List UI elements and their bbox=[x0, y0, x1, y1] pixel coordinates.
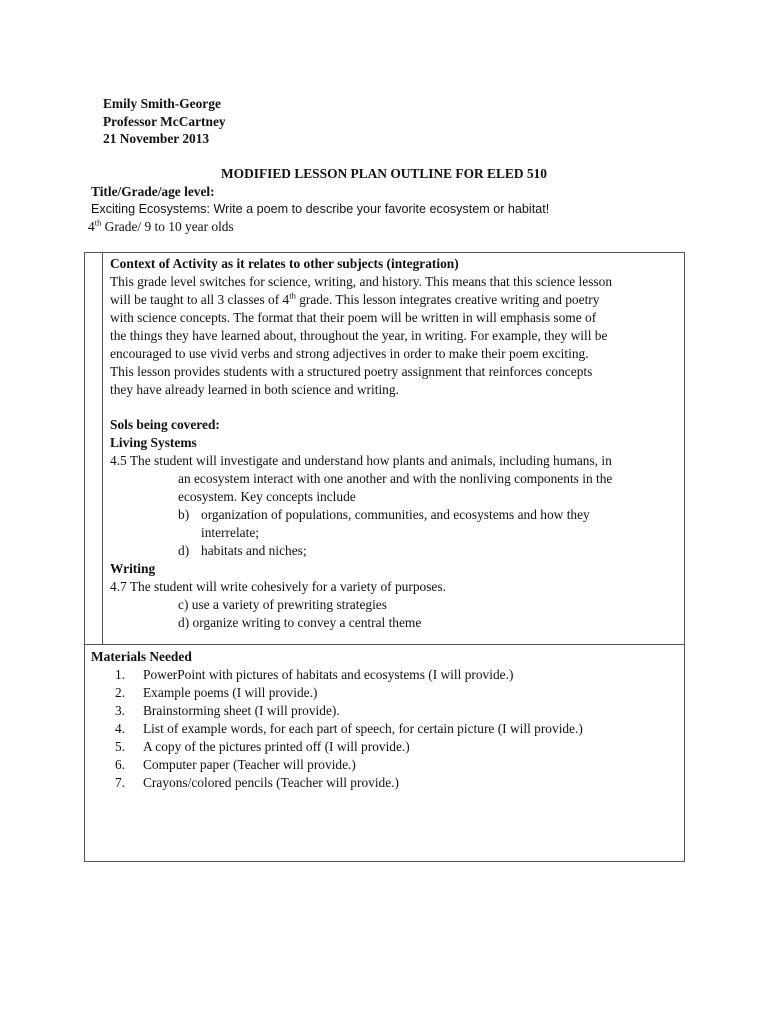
list-number: 4. bbox=[115, 721, 126, 736]
sol-45-item-b bbox=[110, 506, 680, 524]
sol-47-line: 4.7 The student will write cohesively for a variety of purposes. bbox=[110, 579, 446, 594]
list-item bbox=[91, 774, 681, 792]
context-line: with science concepts. The format that their poem will be written in will emphasis some of bbox=[110, 310, 597, 325]
table-column-divider bbox=[102, 253, 103, 644]
materials-heading: Materials Needed bbox=[91, 649, 192, 664]
list-item bbox=[91, 702, 681, 720]
list-number: 5. bbox=[115, 739, 126, 754]
sol-45-item-b-continued bbox=[110, 524, 680, 542]
list-marker: d) bbox=[178, 543, 190, 558]
list-number: 7. bbox=[115, 775, 126, 790]
list-item-text: Brainstorming sheet (I will provide). bbox=[143, 703, 340, 718]
context-line: the things they have learned about, throughout the year, in writing. For example, they will be bbox=[110, 328, 608, 343]
list-number: 1. bbox=[115, 667, 126, 682]
list-item-text: Computer paper (Teacher will provide.) bbox=[143, 757, 356, 772]
professor-name: Professor McCartney bbox=[103, 113, 226, 129]
list-item-text: Crayons/colored pencils (Teacher will provide.) bbox=[143, 775, 399, 790]
writing-heading: Writing bbox=[110, 561, 156, 576]
list-item-text: interrelate; bbox=[201, 525, 259, 540]
context-line: This grade level switches for science, writing, and history. This means that this science lesson bbox=[110, 274, 613, 289]
list-item-text: Example poems (I will provide.) bbox=[143, 685, 318, 700]
list-item bbox=[91, 666, 681, 684]
list-item-text: A copy of the pictures printed off (I will provide.) bbox=[143, 739, 410, 754]
document-title: MODIFIED LESSON PLAN OUTLINE FOR ELED 510 bbox=[221, 166, 547, 181]
sol-45-line: 4.5 The student will investigate and understand how plants and animals, including humans, in bbox=[110, 453, 612, 468]
sol-47-item-c: c) use a variety of prewriting strategies bbox=[178, 597, 387, 612]
list-number: 3. bbox=[115, 703, 126, 718]
list-marker: b) bbox=[178, 507, 190, 522]
context-sols-box bbox=[84, 252, 685, 645]
list-item bbox=[91, 738, 681, 756]
living-systems-heading: Living Systems bbox=[110, 435, 197, 450]
title-grade-age-label: Title/Grade/age level: bbox=[91, 184, 215, 199]
list-number: 6. bbox=[115, 757, 126, 772]
document-header bbox=[103, 95, 226, 148]
context-text: grade. This lesson integrates creative writing and poetry bbox=[295, 292, 600, 307]
lesson-title: Exciting Ecosystems: Write a poem to describe your favorite ecosystem or habitat! bbox=[91, 202, 550, 216]
author-name: Emily Smith-George bbox=[103, 96, 221, 111]
list-item bbox=[91, 756, 681, 774]
context-line: This lesson provides students with a structured poetry assignment that reinforces concepts bbox=[110, 364, 593, 379]
sol-47-item-d: d) organize writing to convey a central theme bbox=[178, 615, 422, 630]
context-line: they have already learned in both science and writing. bbox=[110, 382, 399, 397]
context-text: will be taught to all 3 classes of 4 bbox=[110, 292, 290, 307]
list-number: 2. bbox=[115, 685, 126, 700]
context-line: encouraged to use vivid verbs and strong adjectives in order to make their poem exciting. bbox=[110, 346, 589, 361]
context-line bbox=[110, 291, 680, 309]
list-item-text: PowerPoint with pictures of habitats and ecosystems (I will provide.) bbox=[143, 667, 514, 682]
sol-45-item-d bbox=[110, 542, 680, 560]
context-sols-content bbox=[110, 255, 680, 632]
grade-suffix: th bbox=[94, 217, 102, 228]
grade-number: 4 bbox=[88, 219, 95, 234]
grade-age-text: Grade/ 9 to 10 year olds bbox=[101, 219, 234, 234]
sol-45-line: an ecosystem interact with one another and with the nonliving components in the bbox=[178, 471, 613, 486]
grade-suffix: th bbox=[289, 290, 296, 301]
list-item bbox=[91, 684, 681, 702]
materials-box bbox=[84, 645, 685, 862]
sols-heading: Sols being covered: bbox=[110, 417, 220, 432]
list-item bbox=[91, 720, 681, 738]
document-date: 21 November 2013 bbox=[103, 131, 210, 146]
context-heading: Context of Activity as it relates to other subjects (integration) bbox=[110, 256, 459, 271]
grade-age-line bbox=[88, 218, 234, 236]
spacer bbox=[110, 399, 680, 416]
list-item-text: List of example words, for each part of speech, for certain picture (I will provide.) bbox=[143, 721, 583, 736]
sol-45-line: ecosystem. Key concepts include bbox=[178, 489, 356, 504]
list-item-text: organization of populations, communities, and ecosystems and how they bbox=[201, 507, 590, 522]
materials-content bbox=[91, 648, 681, 792]
list-item-text: habitats and niches; bbox=[201, 543, 307, 558]
